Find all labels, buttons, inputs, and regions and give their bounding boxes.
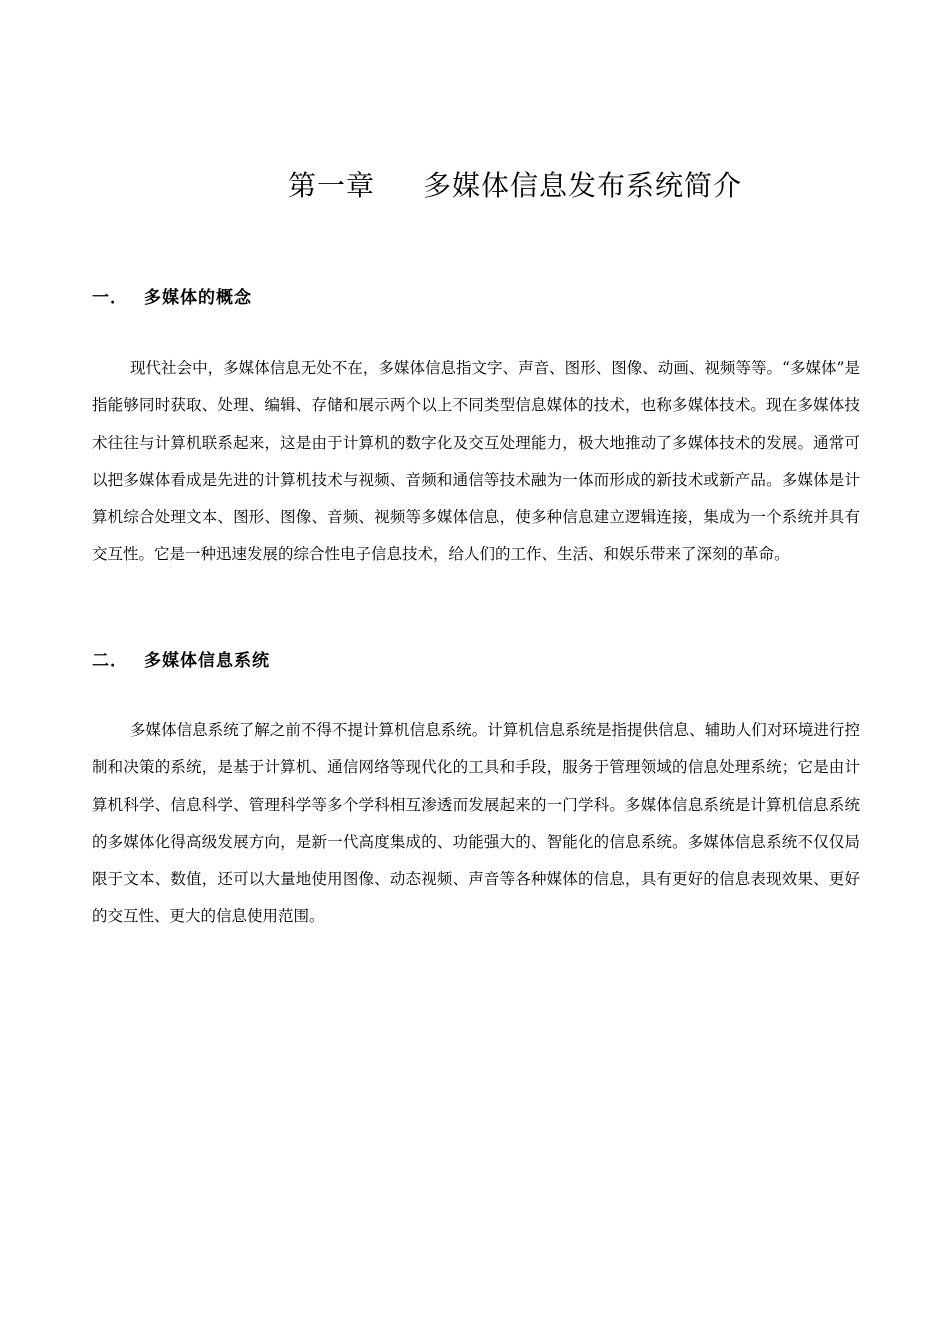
section-paragraph-1: 现代社会中，多媒体信息无处不在，多媒体信息指文字、声音、图形、图像、动画、视频等等。“多媒体”是指能够同时获取、处理、编辑、存储和展示两个以上不同类型信息媒体的技术，也称多媒体技术。现在多媒体技术往往与计算机联系起来，这是由于计算机的数字化及交互处理能力，极大地推动了多媒体技术的发展。通常可以把多媒体看成是先进的计算机技术与视频、音频和通信等技术融为一体而形成的新技术或新产品。多媒体是计算机综合处理文本、图形、图像、音频、视频等多媒体信息，使多种信息建立逻辑连接，集成为一个系统并具有交互性。它是一种迅速发展的综合性电子信息技术，给人们的工作、生活、和娱乐带来了深刻的革命。 <box>92 359 860 564</box>
section-number: 一． <box>92 288 128 308</box>
chapter-title <box>0 166 950 206</box>
chapter-number: 第一章 <box>287 169 375 202</box>
section-paragraph-2: 多媒体信息系统了解之前不得不提计算机信息系统。计算机信息系统是指提供信息、辅助人们对环境进行控制和决策的系统，是基于计算机、通信网络等现代化的工具和手段，服务于管理领域的信息处理系统；它是由计算机科学、信息科学、管理科学等多个学科相互渗透而发展起来的一门学科。多媒体信息系统是计算机信息系统的多媒体化得高级发展方向，是新一代高度集成的、功能强大的、智能化的信息系统。多媒体信息系统不仅仅局限于文本、数值，还可以大量地使用图像、动态视频、声音等各种媒体的信息，具有更好的信息表现效果、更好的交互性、更大的信息使用范围。 <box>92 721 860 926</box>
section-heading-text: 多媒体信息系统 <box>144 651 270 671</box>
section-heading-text: 多媒体的概念 <box>144 288 252 308</box>
section-heading-1 <box>92 286 252 310</box>
chapter-title-text: 多媒体信息发布系统简介 <box>423 169 743 202</box>
section-number: 二． <box>92 651 128 671</box>
section-heading-2 <box>92 649 270 673</box>
